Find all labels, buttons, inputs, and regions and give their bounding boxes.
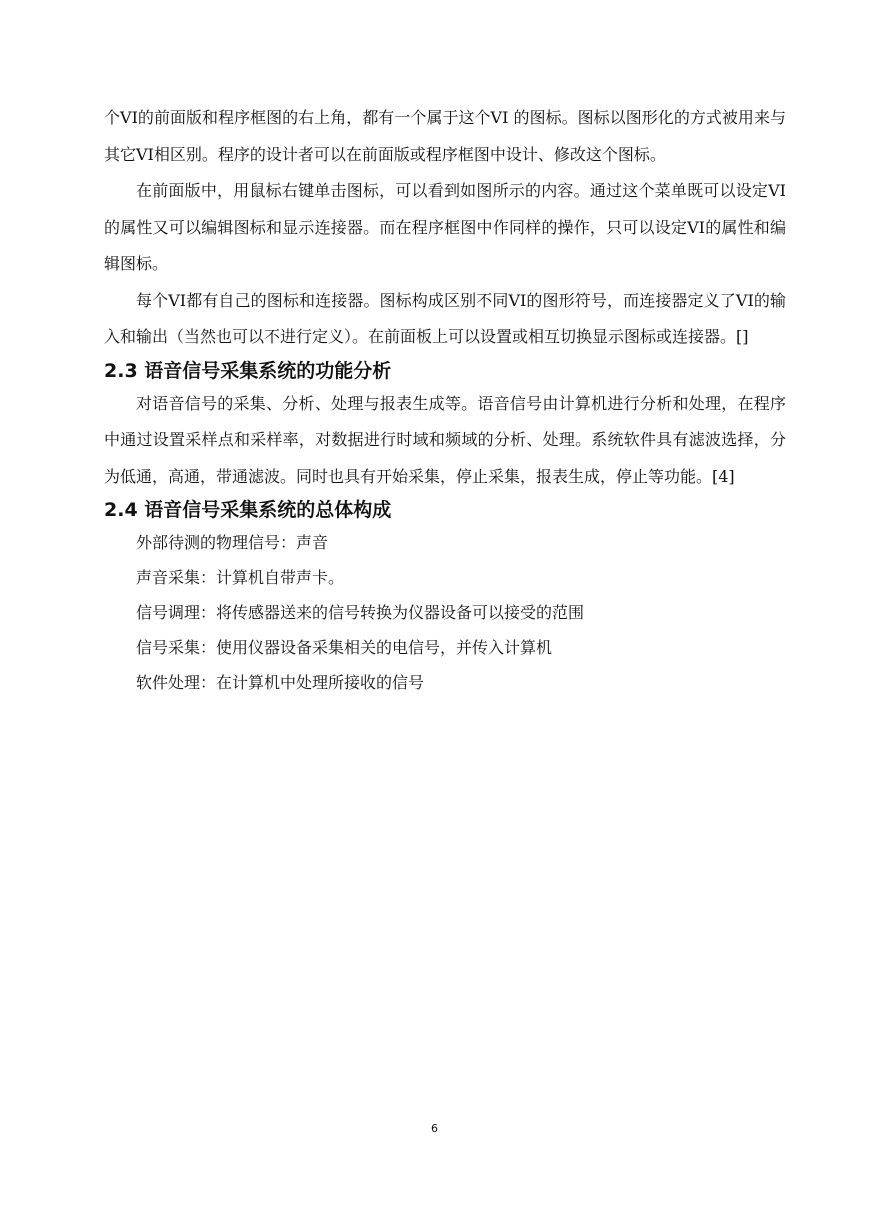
paragraph-vi-icon-intro: 个VI的前面版和程序框图的右上角，都有一个属于这个VI 的图标。图标以图形化的方式被用来与其它VI相区别。程序的设计者可以在前面版或程序框图中设计、修改这个图标。 [104,108,786,164]
page-number: 6 [431,1122,438,1135]
section-heading-2-4: 2.4 语音信号采集系统的总体构成 [104,499,392,521]
paragraph-function-analysis: 对语音信号的采集、分析、处理与报表生成等。语音信号由计算机进行分析和处理，在程序中通过设置采样点和采样率，对数据进行时域和频域的分析、处理。系统软件具有滤波选择，分为低通，高通，带通滤波。同时也具有开始采集，停止采集，报表生成，停止等功能。[4] [104,393,786,486]
composition-list [104,525,786,700]
section-heading-2-3: 2.3 语音信号采集系统的功能分析 [104,359,392,382]
list-item: 信号调理：将传感器送来的信号转换为仪器设备可以接受的范围 [136,603,585,622]
paragraph-right-click-icon: 在前面版中，用鼠标右键单击图标，可以看到如图所示的内容。通过这个菜单既可以设定VI的属性又可以编辑图标和显示连接器。而在程序框图中作同样的操作，只可以设定VI的属性和编辑图标。 [104,181,786,273]
page-content [104,100,786,700]
list-item: 外部待测的物理信号：声音 [136,533,329,552]
list-item: 信号采集：使用仪器设备采集相关的电信号，并传入计算机 [136,638,553,657]
paragraph-icon-connector: 每个VI都有自己的图标和连接器。图标构成区别不同VI的图形符号，而连接器定义了VI的输入和输出（当然也可以不进行定义）。在前面板上可以设置或相互切换显示图标或连接器。[] [104,290,786,346]
list-item: 软件处理：在计算机中处理所接收的信号 [136,673,425,692]
list-item: 声音采集：计算机自带声卡。 [136,568,345,587]
